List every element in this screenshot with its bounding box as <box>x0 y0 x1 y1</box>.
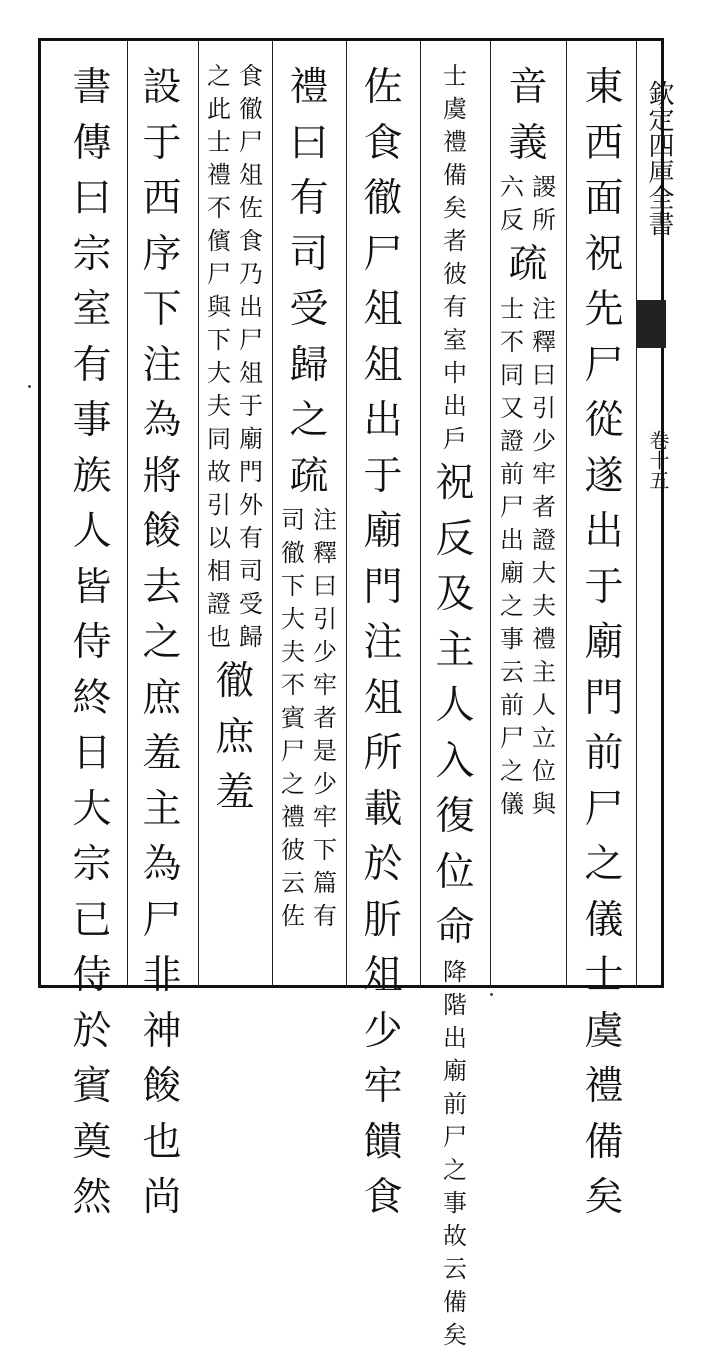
text-column <box>498 60 558 970</box>
main-text: 音義 <box>508 65 548 166</box>
text-column <box>205 60 265 970</box>
annotation-text: 士虞禮備矣者彼有室中出戶 <box>443 62 467 453</box>
main-text: 疏 <box>289 453 329 499</box>
main-text: 疏 <box>508 242 548 287</box>
column-divider <box>198 41 199 985</box>
column-divider <box>346 41 347 985</box>
main-text: 東西面祝先尸從遂出于廟門前尸之儀士虞禮備矣 <box>584 65 624 1220</box>
annotation-line-right: 注釋曰引少牢者證大夫禮主人立位與 <box>532 294 556 818</box>
text-column <box>132 60 192 1220</box>
column-divider <box>420 41 421 985</box>
annotation-line-right: 注釋曰引少牢者是少牢下篇有 <box>313 506 337 930</box>
text-column <box>574 60 634 1220</box>
main-text: 禮曰有司受歸之 <box>289 65 329 443</box>
annotation-text: 降階出廟前尸之事故云備矣 <box>443 957 467 1349</box>
main-text: 書傳曰宗室有事族人皆侍終日大宗已侍於賓奠然 <box>72 65 112 1220</box>
annotation-pair <box>499 171 557 237</box>
text-column <box>353 60 413 1220</box>
annotation-line-right: 謖所 <box>532 173 556 234</box>
margin-divider <box>636 41 637 985</box>
main-text: 設于西序下注為將餕去之庶羞主為尸非神餕也尚 <box>142 65 182 1220</box>
annotation-line-left: 司徹下大夫不賓尸之禮彼云佐 <box>281 506 305 930</box>
annotation-line-left: 六反 <box>500 173 524 234</box>
column-divider <box>127 41 128 985</box>
text-column <box>279 60 339 970</box>
book-title: 欽定四庫全書 <box>644 80 674 236</box>
annotation-line-left: 士不同又證前尸出廟之事云前尸之儀 <box>500 294 524 818</box>
scan-speck <box>28 385 31 388</box>
annotation-pair <box>499 293 557 821</box>
volume-label: 卷十五 <box>646 430 670 490</box>
column-divider <box>566 41 567 985</box>
annotation-line-right: 食徹尸俎佐食乃出尸俎于廟門外有司受歸 <box>239 62 263 651</box>
annotation-pair <box>280 504 338 933</box>
text-column <box>425 60 485 1349</box>
margin-fold-mark <box>636 300 666 348</box>
text-column <box>62 60 122 1220</box>
column-divider <box>272 41 273 985</box>
scan-speck <box>490 993 493 996</box>
column-divider <box>490 41 491 985</box>
main-text: 佐食徹尸俎俎出于廟門注俎所載於肵俎少牢饋食 <box>363 65 403 1220</box>
annotation-line-left: 之此士禮不儐尸與下大夫同故引以相證也 <box>207 62 231 651</box>
annotation-pair <box>206 60 264 654</box>
main-text: 徹庶羞 <box>215 659 255 815</box>
main-text: 祝反及主人入復位命 <box>435 461 475 950</box>
